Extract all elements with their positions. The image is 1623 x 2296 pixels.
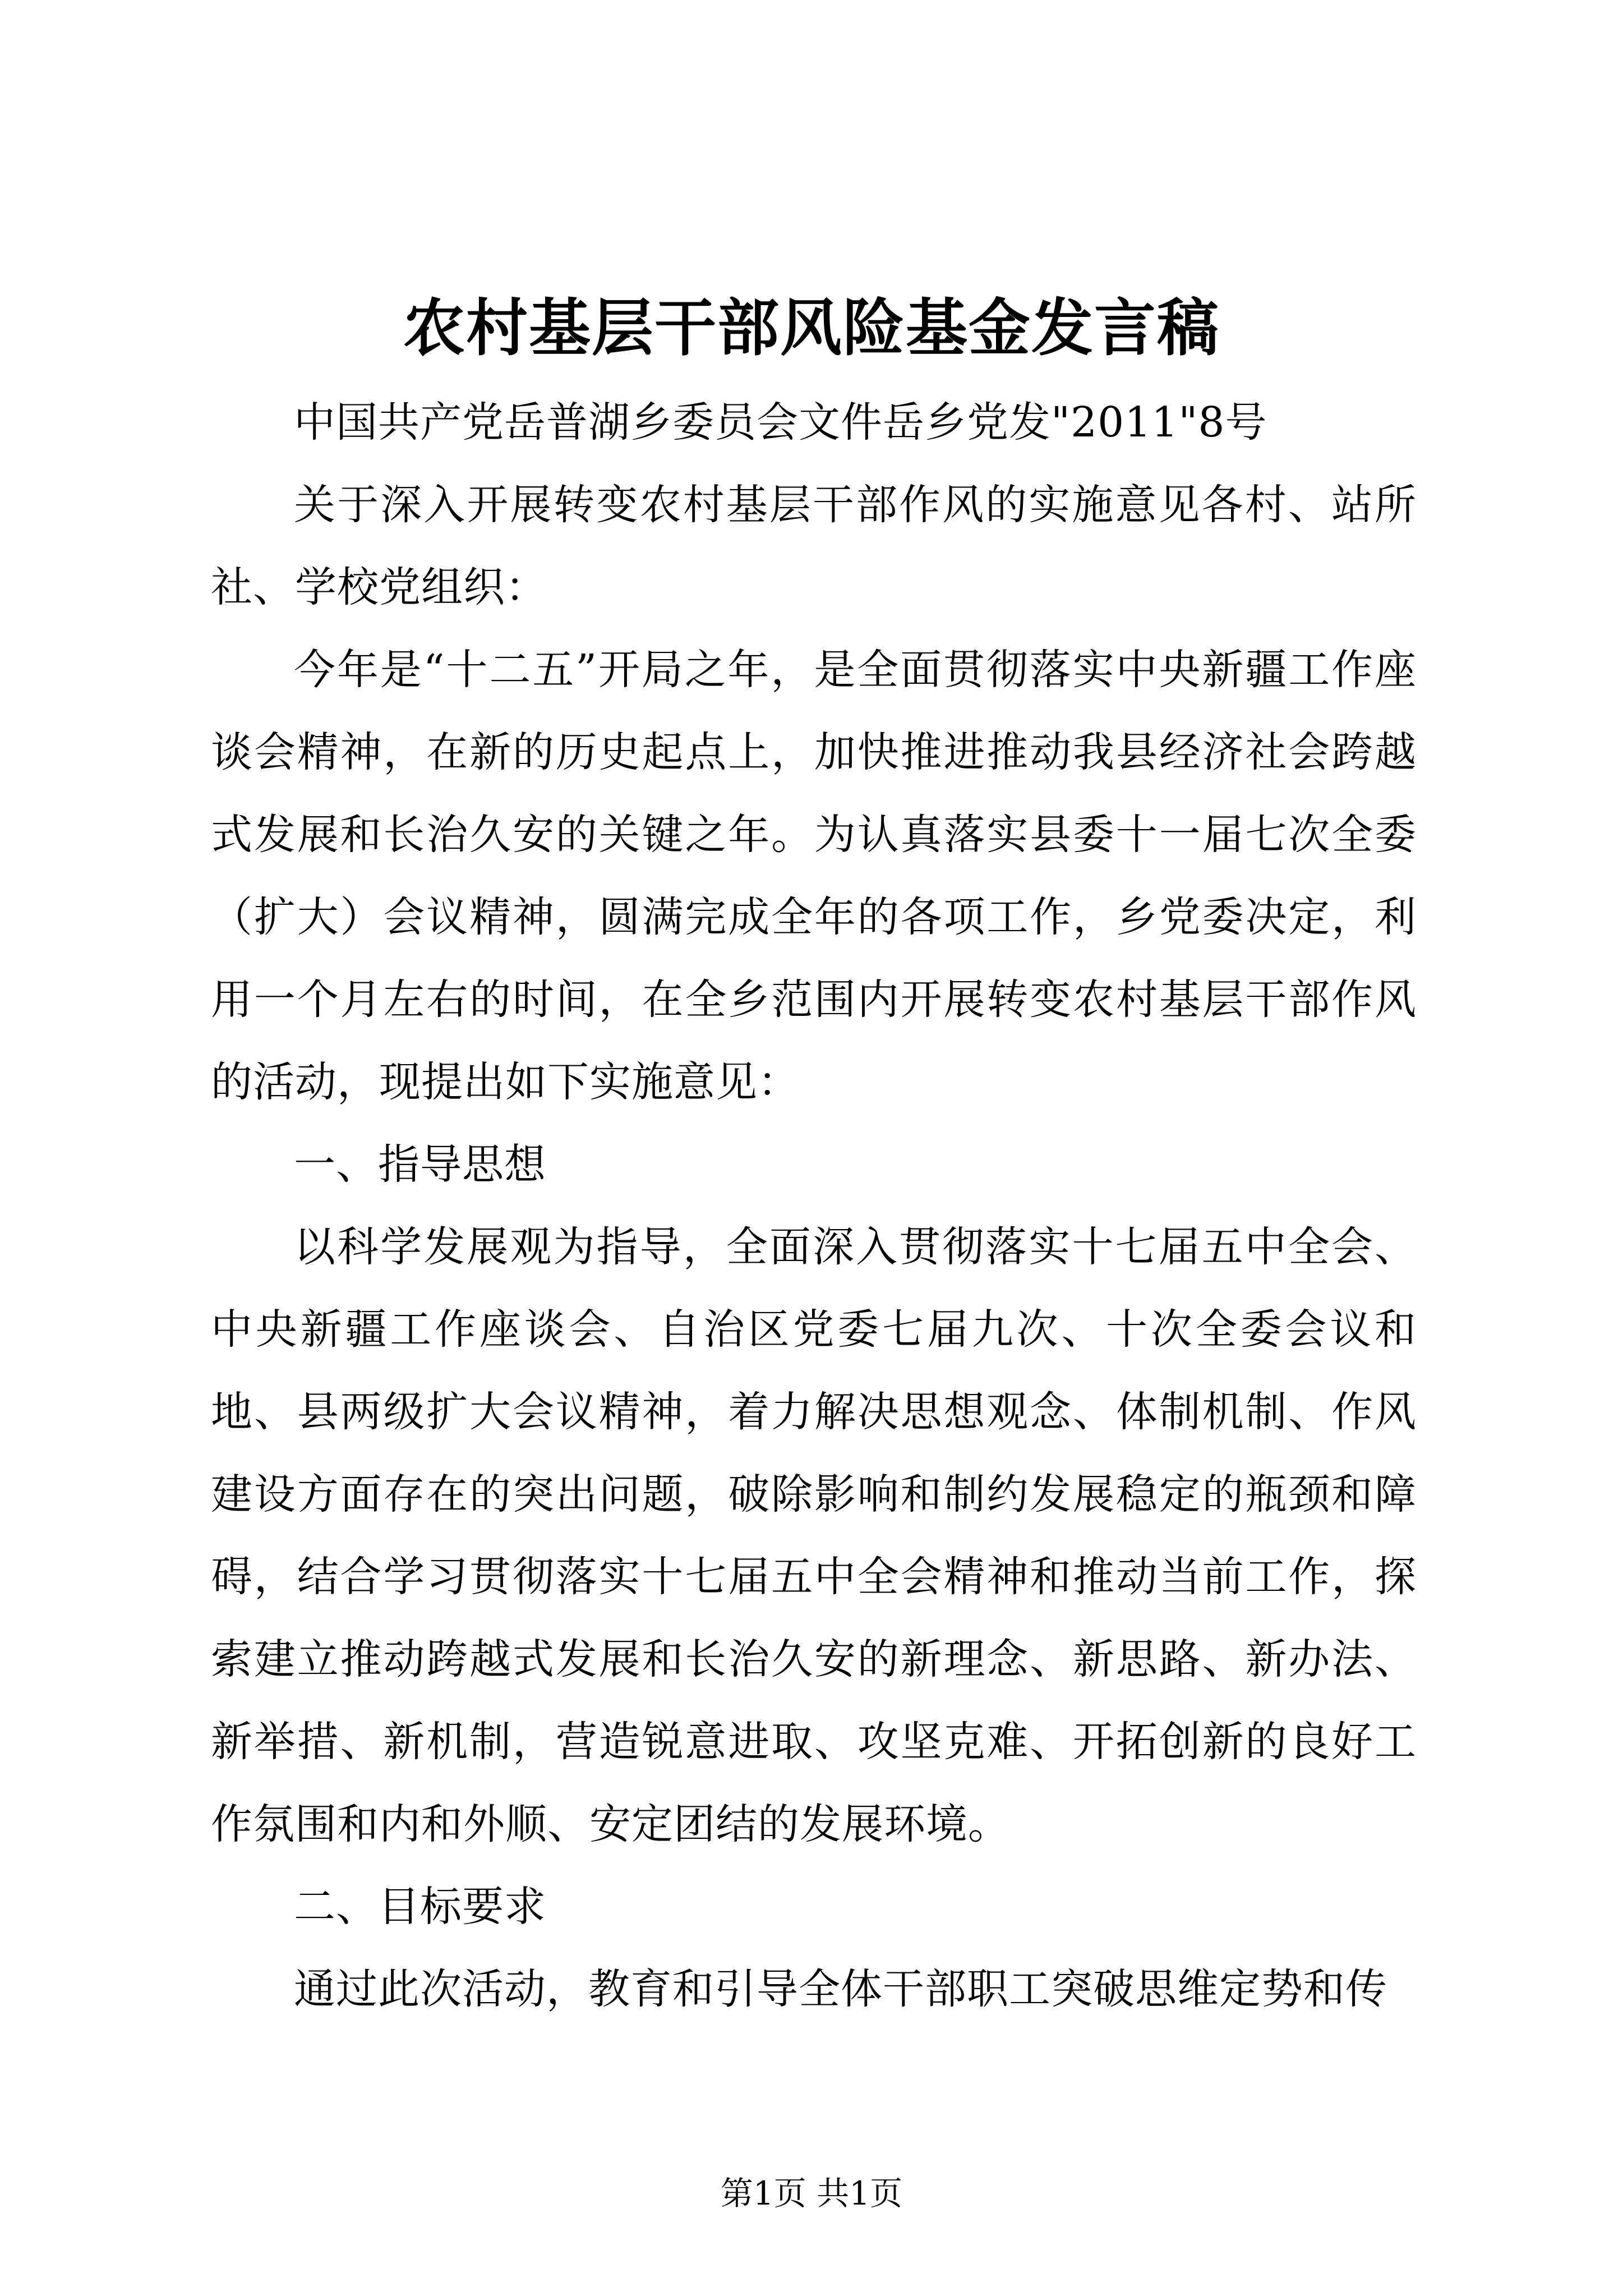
section-heading: 一、指导思想: [294, 1140, 546, 1189]
document-title: 农村基层干部风险基金发言稿: [403, 292, 1220, 364]
body-paragraph: 今年是“十二五”开局之年，是全面贯彻落实中央新疆工作座谈会精神，在新的历史起点上，加快推进推动我县经济社会跨越式发展和长治久安的关键之年。为认真落实县委十一届七次全委（扩大）会议精神，圆满完成全年的各项工作，乡党委决定，利用一个月左右的时间，在全乡范围内开展转变农村基层干部作风的活动，现提出如下实施意见：: [211, 646, 1417, 1106]
document-body: [211, 381, 1417, 2031]
body-paragraph: 中国共产党岳普湖乡委员会文件岳乡党发"2011"8号: [294, 398, 1267, 447]
body-paragraph: 通过此次活动，教育和引导全体干部职工突破思维定势和传: [294, 1965, 1387, 2013]
section-heading: 二、目标要求: [294, 1883, 546, 1931]
body-paragraph: 关于深入开展转变农村基层干部作风的实施意见各村、站所社、学校党组织：: [211, 481, 1417, 611]
page-footer: 第1页 共1页: [720, 2174, 903, 2212]
body-paragraph: 以科学发展观为指导，全面深入贯彻落实十七届五中全会、中央新疆工作座谈会、自治区党委七届九次、十次全委会议和地、县两级扩大会议精神，着力解决思想观念、体制机制、作风建设方面存在的突出问题，破除影响和制约发展稳定的瓶颈和障碍，结合学习贯彻落实十七届五中全会精神和推动当前工作，探索建立推动跨越式发展和长治久安的新理念、新思路、新办法、新举措、新机制，营造锐意进取、攻坚克难、开拓创新的良好工作氛围和内和外顺、安定团结的发展环境。: [211, 1223, 1417, 1848]
